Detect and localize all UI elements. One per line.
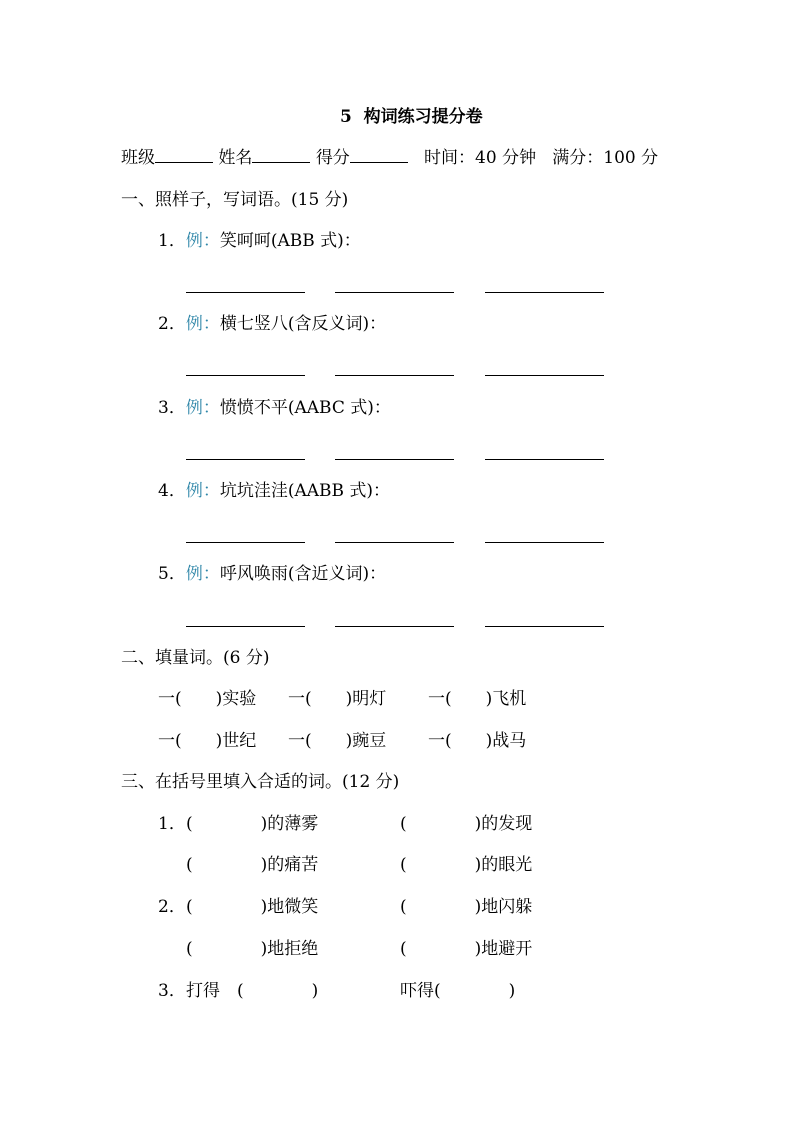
- answer-line[interactable]: [335, 375, 454, 376]
- name-label: 姓名: [218, 148, 253, 168]
- fill-blank-item[interactable]: ( )的痛苦: [186, 855, 319, 875]
- answer-line[interactable]: [335, 626, 454, 627]
- section1-item-3: [158, 400, 391, 417]
- time-info: 时间：40 分钟: [424, 148, 537, 168]
- answer-line[interactable]: [485, 375, 604, 376]
- answer-line[interactable]: [485, 542, 604, 543]
- fill-blank-item[interactable]: ( )地微笑: [186, 897, 319, 917]
- measure-word-item[interactable]: 一( )战马: [428, 731, 527, 751]
- class-field[interactable]: [155, 161, 213, 163]
- full-score-info: 满分：100 分: [552, 148, 659, 168]
- score-label: 得分: [315, 148, 350, 168]
- measure-word-item[interactable]: 一( )世纪: [158, 731, 257, 751]
- item-text: 笑呵呵(ABB 式)：: [219, 231, 361, 251]
- section1-heading: 一、照样子，写词语。(15 分): [121, 190, 349, 210]
- answer-line[interactable]: [186, 542, 305, 543]
- item-text: 坑坑洼洼(AABB 式)：: [219, 481, 391, 501]
- section1-item-4: [158, 483, 390, 500]
- item-text: 愤愤不平(AABC 式)：: [219, 398, 391, 418]
- fill-blank-item[interactable]: ( )的眼光: [400, 855, 533, 875]
- fill-blank-item[interactable]: ( )地拒绝: [186, 939, 319, 959]
- example-label: 例：: [185, 398, 220, 418]
- measure-word-item[interactable]: 一( )实验: [158, 689, 257, 709]
- score-field[interactable]: [350, 161, 408, 163]
- answer-line[interactable]: [485, 626, 604, 627]
- fill-blank-item[interactable]: 吓得( ): [400, 981, 516, 1001]
- section3-row-number: 1．: [158, 814, 186, 834]
- answer-line[interactable]: [186, 626, 305, 627]
- measure-word-item[interactable]: 一( )明灯: [288, 689, 387, 709]
- item-number: 4．: [158, 481, 186, 501]
- measure-word-item[interactable]: 一( )飞机: [428, 689, 527, 709]
- answer-line[interactable]: [335, 542, 454, 543]
- item-number: 1．: [158, 231, 186, 251]
- name-field[interactable]: [252, 161, 310, 163]
- item-text: 横七竖八(含反义词)：: [219, 314, 387, 334]
- student-info-row: [121, 150, 658, 167]
- example-label: 例：: [185, 231, 220, 251]
- answer-line[interactable]: [485, 459, 604, 460]
- section3-row-number: 3．: [158, 981, 186, 1001]
- item-number: 2．: [158, 314, 186, 334]
- example-label: 例：: [185, 481, 220, 501]
- item-text: 呼风唤雨(含近义词)：: [219, 564, 387, 584]
- section2-heading: 二、填量词。(6 分): [121, 648, 270, 668]
- fill-blank-item[interactable]: ( )的发现: [400, 814, 533, 834]
- fill-blank-item[interactable]: ( )地避开: [400, 939, 533, 959]
- example-label: 例：: [185, 314, 220, 334]
- section1-item-5: [158, 566, 386, 583]
- example-label: 例：: [185, 564, 220, 584]
- answer-line[interactable]: [186, 292, 305, 293]
- answer-line[interactable]: [335, 292, 454, 293]
- page-title: 5 构词练习提分卷: [340, 107, 483, 127]
- fill-blank-item[interactable]: 打得 ( ): [186, 981, 319, 1001]
- section1-item-1: [158, 233, 361, 250]
- answer-line[interactable]: [335, 459, 454, 460]
- class-label: 班级: [121, 148, 155, 168]
- section3-row-number: 2．: [158, 897, 186, 917]
- section3-heading: 三、在括号里填入合适的词。(12 分): [121, 772, 400, 792]
- fill-blank-item[interactable]: ( )的薄雾: [186, 814, 319, 834]
- answer-line[interactable]: [186, 375, 305, 376]
- answer-line[interactable]: [485, 292, 604, 293]
- item-number: 3．: [158, 398, 186, 418]
- measure-word-item[interactable]: 一( )豌豆: [288, 731, 387, 751]
- section1-item-2: [158, 316, 386, 333]
- item-number: 5．: [158, 564, 186, 584]
- answer-line[interactable]: [186, 459, 305, 460]
- fill-blank-item[interactable]: ( )地闪躲: [400, 897, 533, 917]
